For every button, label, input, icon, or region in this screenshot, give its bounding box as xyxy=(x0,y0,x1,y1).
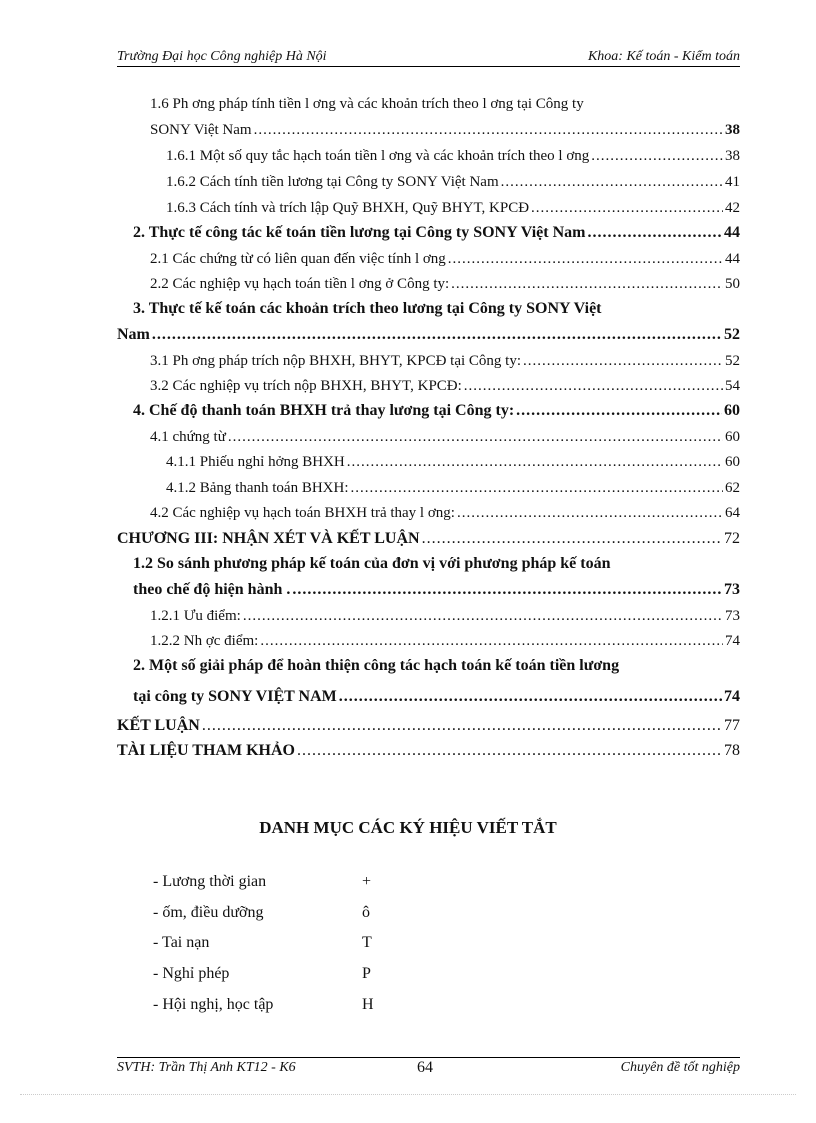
toc-entry: 1.2 So sánh phương pháp kế toán của đơn vị với phương pháp kế toán xyxy=(133,555,611,572)
toc-entry: 2. Một số giải pháp để hoàn thiện công tác hạch toán kế toán tiền lương xyxy=(133,657,620,674)
toc-entry: 4.2 Các nghiệp vụ hạch toán BHXH trả thay l ơng: ..... 64 xyxy=(150,503,740,523)
document-page: Trường Đại học Công nghiệp Hà Nội Khoa: Kế toán - Kiểm toán 1.6 Ph ơng pháp tính tiền l ơng và các khoản trích theo l ơng tại Công ty SONY Việt Nam ..... 38 1.6.1 Một số quy tắc hạch toán tiền l ơng và các khoản trích theo l ơng ..... 38 1.6.2 Cách tính tiền lương tại Công ty SONY Việt Nam ..... 41 1.6.3 Cách tính và trích lập Quỹ BHXH, Quỹ BHYT, KPCĐ ..... 42 2. Thực tế công tác kế toán tiền lương tại Công ty SONY Việt Nam ..... 44 2.1 Các chứng từ có liên quan đến việc tính l ơng ..... 44 2.2 Các nghiệp vụ hạch toán tiền l ơng ở Công ty: ..... 50 3. Thực tế kế toán các khoản trích theo lương tại Công ty SONY Việt Nam ..... 52 3.1 Ph ơng pháp trích nộp BHXH, BHYT, KPCĐ tại Công ty: ..... 52 3.2 Các nghiệp vụ trích nộp BHXH, BHYT, KPCĐ: ..... 54 4. Chế độ thanh toán BHXH trả thay lương tại Công ty: ..... 60 4.1 chứng từ ..... 60 4.1.1 Phiếu nghỉ hởng BHXH ..... 60 4.1.2 Bảng thanh toán BHXH: ..... 62 4.2 Các nghiệp vụ hạch toán BHXH trả thay l ơng: ..... 64 CHƯƠNG III: NHẬN XÉT VÀ KẾT LUẬN ..... 72 1.2 So sánh phương pháp kế toán của đơn vị với phương pháp kế toán theo chế độ hiện hành . ..... 73 1.2.1 Ưu điểm: ..... 73 1.2.2 Nh ợc điểm: ..... 74 2. Một số giải pháp để hoàn thiện công tác hạch toán kế toán tiền lương tại công ty SONY VIỆT NAM ..... 74 KẾT LUẬN ..... 77 TÀI LIỆU THAM KHẢO ..... 78 DANH MỤC CÁC KÝ HIỆU VIẾT TẮT - Lương thời gian + - ốm, điều dưỡng ô - Tai nạn T - Nghỉ phép P - Hội nghị, học tập H SVTH: Trần Thị Anh KT12 - K6 64 Chuyên đề tốt nghiệp xyxy=(0,0,816,1123)
page-header xyxy=(117,44,740,67)
footer-doc-type: Chuyên đề tốt nghiệp xyxy=(620,1060,740,1075)
toc-entry: 1.6.3 Cách tính và trích lập Quỹ BHXH, Quỹ BHYT, KPCĐ ..... 42 xyxy=(166,198,740,218)
toc-entry: 3.2 Các nghiệp vụ trích nộp BHXH, BHYT, KPCĐ: ..... 54 xyxy=(150,376,740,396)
toc-entry: SONY Việt Nam ..... 38 xyxy=(150,120,740,140)
header-faculty: Khoa: Kế toán - Kiểm toán xyxy=(587,49,740,64)
bottom-divider xyxy=(20,1094,796,1095)
toc-entry: 4. Chế độ thanh toán BHXH trả thay lương tại Công ty: ..... 60 xyxy=(133,401,740,421)
toc-entry: 1.6 Ph ơng pháp tính tiền l ơng và các khoản trích theo l ơng tại Công ty xyxy=(150,96,584,112)
toc-entry: 3.1 Ph ơng pháp trích nộp BHXH, BHYT, KPCĐ tại Công ty: ..... 52 xyxy=(150,351,740,371)
toc-entry: 4.1.2 Bảng thanh toán BHXH: ..... 62 xyxy=(166,478,740,498)
abbreviations-title: DANH MỤC CÁC KÝ HIỆU VIẾT TẮT xyxy=(259,818,557,837)
toc-entry: 2. Thực tế công tác kế toán tiền lương tại Công ty SONY Việt Nam ..... 44 xyxy=(133,223,740,243)
toc-entry: tại công ty SONY VIỆT NAM ..... 74 xyxy=(133,687,740,707)
toc-entry: theo chế độ hiện hành . ..... 73 xyxy=(133,580,740,600)
toc-entry: 1.6.1 Một số quy tắc hạch toán tiền l ơng và các khoản trích theo l ơng ..... 38 xyxy=(166,146,740,166)
toc-entry: 1.2.1 Ưu điểm: ..... 73 xyxy=(150,606,740,626)
toc-entry: TÀI LIỆU THAM KHẢO ..... 78 xyxy=(117,741,740,761)
footer-author: SVTH: Trần Thị Anh KT12 - K6 xyxy=(117,1060,296,1075)
toc-entry: 1.2.2 Nh ợc điểm: ..... 74 xyxy=(150,631,740,651)
toc-entry: 2.2 Các nghiệp vụ hạch toán tiền l ơng ở Công ty: ..... 50 xyxy=(150,274,740,294)
toc-entry: 1.6.2 Cách tính tiền lương tại Công ty SONY Việt Nam ..... 41 xyxy=(166,172,740,192)
header-school: Trường Đại học Công nghiệp Hà Nội xyxy=(117,49,327,64)
toc-entry: CHƯƠNG III: NHẬN XÉT VÀ KẾT LUẬN ..... 72 xyxy=(117,529,740,549)
toc-entry: 3. Thực tế kế toán các khoản trích theo lương tại Công ty SONY Việt xyxy=(133,300,602,317)
toc-entry: 2.1 Các chứng từ có liên quan đến việc tính l ơng ..... 44 xyxy=(150,249,740,269)
toc-entry: 4.1.1 Phiếu nghỉ hởng BHXH ..... 60 xyxy=(166,452,740,472)
toc-entry: KẾT LUẬN ..... 77 xyxy=(117,716,740,736)
toc-entry: 4.1 chứng từ ..... 60 xyxy=(150,427,740,447)
page-number: 64 xyxy=(417,1059,433,1076)
toc-entry: Nam ..... 52 xyxy=(117,325,740,345)
page-footer xyxy=(117,1057,740,1078)
